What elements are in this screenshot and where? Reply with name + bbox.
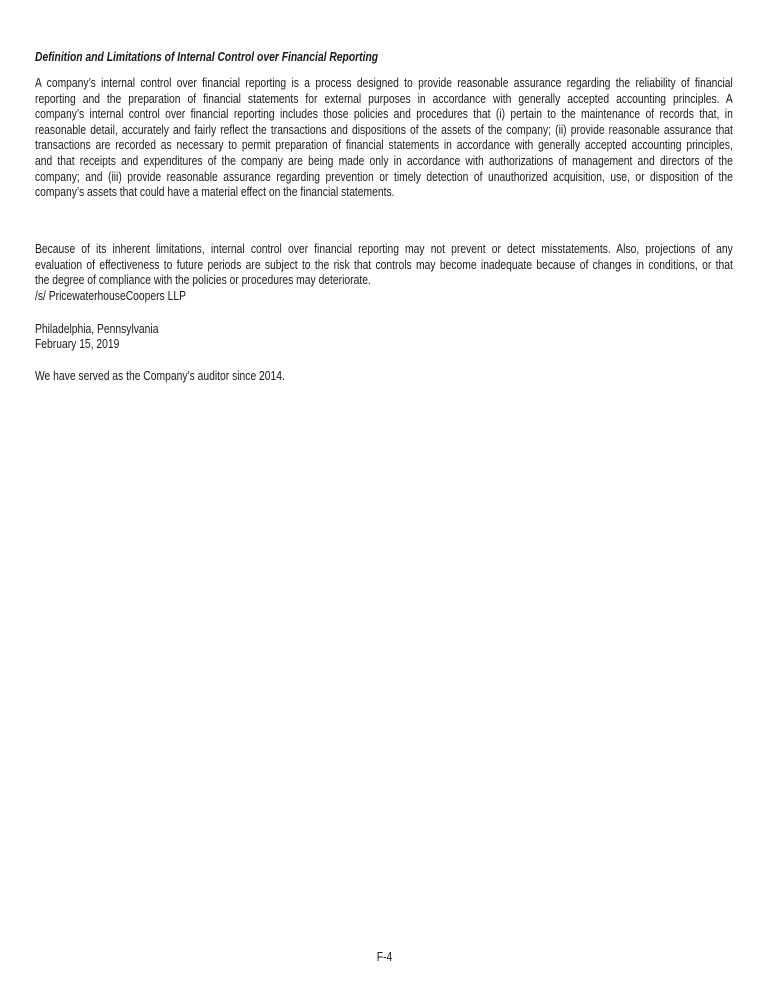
page-number-text: F-4 xyxy=(376,950,392,964)
text-line: company’s internal control over financial reporting includes those policies and procedures that (i) pertain to the maintenance of records that, in xyxy=(35,107,733,122)
text-line: A company’s internal control over financial reporting is a process designed to provide reasonable assurance regarding the reliability of financial xyxy=(35,76,733,90)
page-number xyxy=(0,950,768,964)
text-line: company’s assets that could have a material effect on the financial statements. xyxy=(35,185,395,200)
signature: /s/ PricewaterhouseCoopers LLP xyxy=(35,289,186,303)
paragraph-definition xyxy=(35,76,733,201)
text-line: transactions are recorded as necessary to permit preparation of financial statements in accordance with generally accepted accounting principles, xyxy=(35,138,733,153)
text-line: reasonable detail, accurately and fairly reflect the transactions and dispositions of the assets of the company; (ii) provide reasonable assurance that xyxy=(35,122,733,137)
location: Philadelphia, Pennsylvania xyxy=(35,322,159,336)
text-line: Because of its inherent limitations, internal control over financial reporting may not prevent or detect misstatements. Also, projections of any xyxy=(35,242,733,256)
auditor-tenure: We have served as the Company’s auditor since 2014. xyxy=(35,369,285,383)
paragraph-limitations xyxy=(35,242,733,289)
text-line: evaluation of effectiveness to future periods are subject to the risk that controls may become inadequate because of changes in conditions, or that xyxy=(35,257,733,272)
section-heading: Definition and Limitations of Internal Control over Financial Reporting xyxy=(35,50,379,64)
text-line: and that receipts and expenditures of the company are being made only in accordance with authorizations of management and directors of the xyxy=(35,153,733,168)
report-date: February 15, 2019 xyxy=(35,337,120,351)
text-line: the degree of compliance with the policies or procedures may deteriorate. xyxy=(35,273,371,288)
text-line: company; and (iii) provide reasonable assurance regarding prevention or timely detection of unauthorized acquisition, use, or disposition of the xyxy=(35,169,733,184)
text-line: reporting and the preparation of financial statements for external purposes in accordance with generally accepted accounting principles. A xyxy=(35,91,733,106)
